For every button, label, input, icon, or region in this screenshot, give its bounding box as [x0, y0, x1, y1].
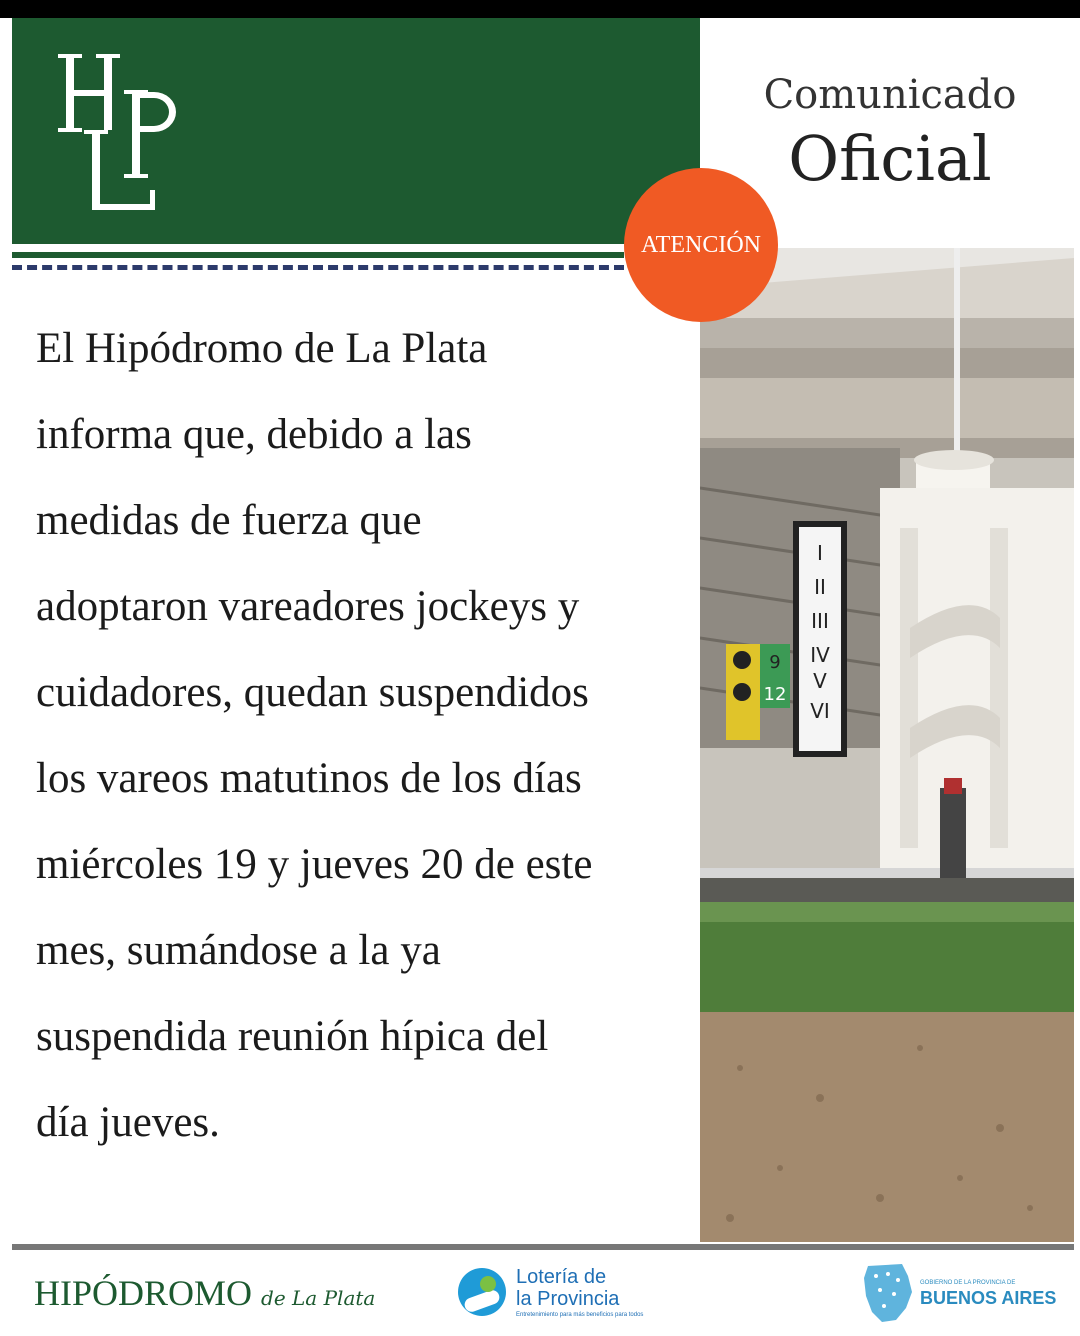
- body-line: mes, sumándose a la ya: [36, 927, 441, 974]
- loteria-line1: Lotería de: [516, 1266, 607, 1288]
- board-numeral-2: II: [814, 575, 826, 599]
- title-line-comunicado: Comunicado: [763, 72, 1017, 118]
- header-green-panel: [12, 18, 700, 244]
- loteria-provincia-logo: [458, 1264, 644, 1324]
- board-numeral-6: VI: [810, 699, 830, 723]
- board-numeral-4: IV: [810, 643, 830, 667]
- board-numeral-5: V: [813, 669, 827, 693]
- board-numeral-1: I: [817, 541, 823, 565]
- province-map-icon: [862, 1262, 914, 1324]
- top-black-bar: [0, 0, 1080, 18]
- body-line: los vareos matutinos de los días: [36, 755, 582, 802]
- racetrack-grandstand-photo: [700, 248, 1074, 1242]
- body-line: suspendida reunión hípica del: [36, 1013, 549, 1060]
- board-numeral-3: III: [811, 609, 829, 633]
- loteria-tagline: Entretenimiento para más beneficios para todos: [516, 1312, 644, 1318]
- body-line: día jueves.: [36, 1099, 220, 1146]
- ba-government-label: GOBIERNO DE LA PROVINCIA DE: [920, 1280, 1016, 1286]
- body-line: cuidadores, quedan suspendidos: [36, 669, 589, 716]
- body-line: miércoles 19 y jueves 20 de este: [36, 841, 593, 888]
- sign-number-9: 9: [769, 652, 781, 673]
- header-dashed-rule: [12, 265, 624, 270]
- title-line-oficial: Oficial: [788, 122, 992, 195]
- body-line: medidas de fuerza que: [36, 497, 422, 544]
- sign-number-12: 12: [763, 684, 787, 705]
- hipodromo-wordmark: HIPÓDROMO: [34, 1273, 253, 1313]
- hlp-monogram-logo: [52, 48, 192, 218]
- footer-rule: [12, 1244, 1074, 1250]
- atencion-badge: ATENCIÓN: [624, 168, 778, 322]
- buenos-aires-logo: [862, 1262, 1062, 1328]
- hipodromo-script: de La Plata: [261, 1286, 376, 1310]
- racetrack-photo-illustration: [700, 248, 1074, 1242]
- body-line: El Hipódromo de La Plata: [36, 325, 488, 372]
- hipodromo-footer-logo: [34, 1272, 375, 1314]
- comunicado-oficial-title: [700, 68, 1080, 196]
- loteria-emblem-icon: [458, 1268, 506, 1316]
- announcement-body: [36, 306, 686, 1166]
- loteria-line2: la Provincia: [516, 1288, 620, 1310]
- ba-wordmark: BUENOS AIRES: [920, 1288, 1057, 1308]
- body-line: adoptaron vareadores jockeys y: [36, 583, 580, 630]
- body-line: informa que, debido a las: [36, 411, 472, 458]
- header-green-rule: [12, 252, 624, 258]
